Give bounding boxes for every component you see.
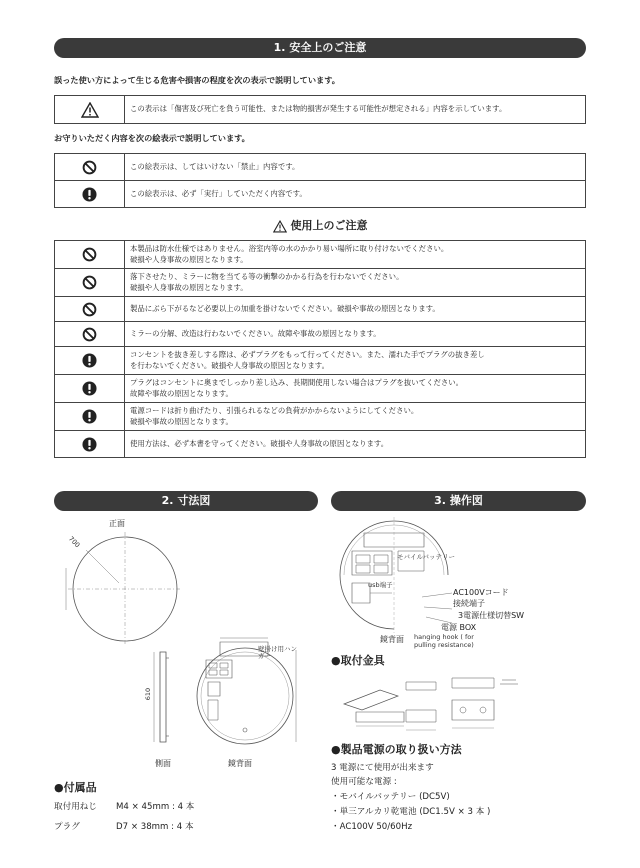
usage-title: 使用上のご注意: [290, 219, 368, 232]
usage-icon-cell: [55, 241, 125, 269]
accessory-plug-spec: D7 × 38mm : 4 本: [116, 822, 194, 832]
usage-row: [55, 297, 586, 322]
side-label: 側面: [155, 759, 171, 768]
mandatory-icon: [82, 353, 97, 368]
section2-title: 2. 寸法図: [161, 494, 211, 507]
operation-back-drawing: [334, 515, 454, 635]
accessory-screw-spec: M4 × 45mm : 4 本: [116, 802, 195, 812]
hanging-hook-label-2: pulling resistance): [414, 641, 474, 649]
usage-text-line: 使用方法は、必ず本書を守ってください。破損や人身事故の原因となります。: [130, 438, 389, 448]
prohibit-icon: [82, 302, 97, 317]
warning-icon-cell: [55, 96, 125, 124]
power-line-4: ・単三アルカリ乾電池 (DC1.5V × 3 本 ): [331, 807, 491, 817]
switch-label: 3電源仕様切替SW: [458, 611, 525, 620]
usage-text-cell: [125, 347, 586, 375]
usage-text-cell: [125, 375, 586, 403]
power-title: ●製品電源の取り扱い方法: [331, 743, 462, 756]
terminal-label: 接続端子: [453, 599, 485, 608]
section3-title: 3. 操作図: [434, 494, 483, 507]
power-line-2: 使用可能な電源 :: [331, 777, 397, 787]
usage-text-line: 故障や事故の原因となります。: [130, 388, 233, 398]
usage-icon-cell: [55, 431, 125, 458]
accessory-screw-name: 取付用ねじ: [54, 802, 97, 812]
accessory-plug-name: プラグ: [54, 822, 80, 832]
power-box-label: 電源 BOX: [441, 623, 477, 632]
mandatory-icon: [82, 437, 97, 452]
back-label: 鏡背面: [228, 759, 252, 768]
warning-triangle-icon: [273, 220, 287, 233]
prohibit-icon: [82, 160, 97, 175]
ac-cord-label: AC100Vコード: [453, 588, 509, 597]
usage-icon-cell: [55, 403, 125, 431]
prohibit-icon-cell: [55, 154, 125, 181]
front-label: 正面: [109, 519, 125, 528]
prohibit-icon: [82, 327, 97, 342]
power-line-3: ・モバイルバッテリー (DC5V): [331, 792, 450, 802]
usage-icon-cell: [55, 297, 125, 322]
power-line-1: 3 電源にて使用が出来ます: [331, 763, 434, 773]
mandatory-legend-text: この絵表示は、必ず「実行」していただく内容です。: [125, 181, 586, 208]
usage-text-cell: [125, 322, 586, 347]
usage-row: [55, 322, 586, 347]
usage-text-cell: [125, 403, 586, 431]
usage-text-line: 製品にぶら下がるなど必要以上の加重を掛けないでください。破損や事故の原因となります。: [130, 303, 440, 313]
usage-row: [55, 403, 586, 431]
front-diameter-dim: 700: [66, 534, 82, 550]
power-line-5: ・AC100V 50/60Hz: [331, 822, 413, 832]
usage-text-cell: [125, 431, 586, 458]
prohibit-icon: [82, 247, 97, 262]
usage-table: [54, 240, 586, 458]
usage-text-line: 本製品は防水仕様ではありません。浴室内等の水のかかり易い場所に取り付けないでください。: [130, 244, 449, 253]
fitting-title: ●取付金具: [331, 654, 385, 667]
mobile-battery-label: モバイルバッテリー: [397, 553, 456, 561]
accessories-title: ●付属品: [54, 781, 97, 794]
usage-text-line: プラグはコンセントに奥までしっかり差し込み、長期間使用しない場合はプラグを抜いてください。: [130, 378, 464, 387]
usage-text-cell: [125, 241, 586, 269]
mandatory-icon: [82, 381, 97, 396]
prohibit-legend-text: この絵表示は、してはいけない「禁止」内容です。: [125, 154, 586, 181]
usage-text-line: を行わないでください。破損や人身事故の原因となります。: [130, 360, 329, 370]
section1-title: 1. 安全上のご注意: [273, 41, 367, 54]
usage-icon-cell: [55, 347, 125, 375]
warning-legend-table: [54, 95, 586, 124]
mandatory-icon: [82, 187, 97, 202]
usage-icon-cell: [55, 269, 125, 297]
usage-text-cell: [125, 297, 586, 322]
usage-row: [55, 431, 586, 458]
usage-row: [55, 347, 586, 375]
symbol-legend-table: [54, 153, 586, 208]
section2-title-band: [54, 491, 318, 511]
section1-title-band: [54, 38, 586, 58]
mandatory-icon: [82, 409, 97, 424]
usage-row: [55, 269, 586, 297]
usage-text-line: 破損や人身事故の原因となります。: [130, 254, 248, 264]
hanging-hook-label: hanging hook ( for: [414, 633, 474, 641]
operation-back-label: 鏡背面: [380, 635, 404, 644]
usage-icon-cell: [55, 322, 125, 347]
side-view-drawing: [150, 648, 180, 746]
usage-icon-cell: [55, 375, 125, 403]
usb-terminal-label: usb端子: [368, 581, 393, 589]
mandatory-icon-cell: [55, 181, 125, 208]
front-view-drawing: [64, 528, 186, 650]
usage-row: [55, 375, 586, 403]
fitting-drawing: [340, 670, 520, 740]
usage-text-line: 落下させたり、ミラーに物を当てる等の衝撃のかかる行為を行わないでください。: [130, 272, 404, 281]
section1-intro1: 誤った使い方によって生じる危害や損害の程度を次の表示で説明しています。: [54, 75, 340, 85]
usage-row: [55, 241, 586, 269]
usage-text-line: 破損や事故の原因となります。: [130, 416, 233, 426]
side-height-dim: 610: [144, 687, 153, 701]
usage-text-line: 電源コードは折り曲げたり、引張られるなどの負荷がかからないようにしてください。: [130, 406, 419, 415]
prohibit-icon: [82, 275, 97, 290]
usage-text-line: 破損や人身事故の原因となります。: [130, 282, 248, 292]
usage-text-cell: [125, 269, 586, 297]
usage-heading: [0, 217, 640, 233]
warning-legend-text: この表示は「傷害及び死亡を負う可能性、または物的損害が発生する可能性が想定される」内容を示しています。: [125, 96, 586, 124]
warning-triangle-icon: [81, 102, 99, 118]
section1-intro2: お守りいただく内容を次の絵表示で説明しています。: [54, 133, 250, 143]
usage-text-line: コンセントを抜き差しする際は、必ずプラグをもって行ってください。また、濡れた手でプラグの抜き差し: [130, 350, 485, 359]
section3-title-band: [331, 491, 586, 511]
usage-text-line: ミラーの分解、改造は行わないでください。故障や事故の原因となります。: [130, 328, 381, 338]
hanger-label: 壁掛け用ハンガー: [258, 645, 297, 660]
